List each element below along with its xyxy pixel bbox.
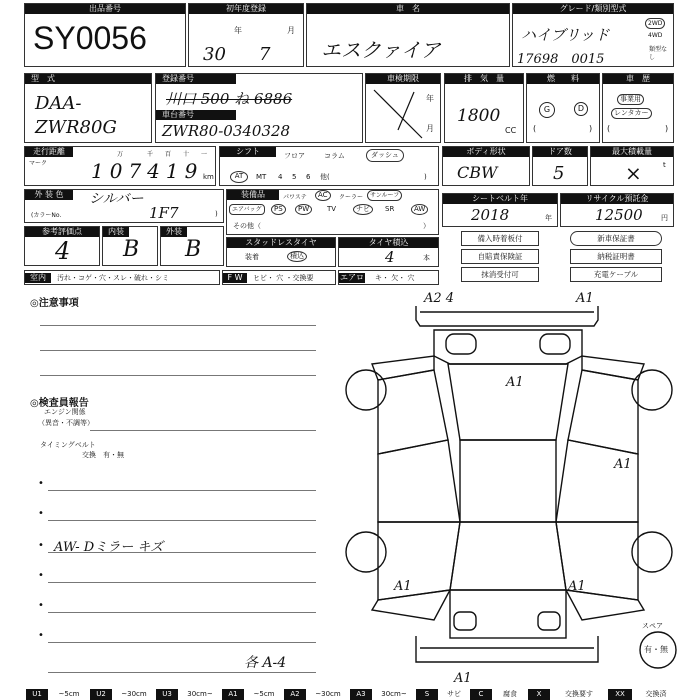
room-label: 室内 xyxy=(25,273,51,283)
doc-charge-cable: 充電ケーブル xyxy=(570,267,662,282)
usage-paren-r: ) xyxy=(665,124,669,133)
notes-line xyxy=(40,325,316,326)
shift-box xyxy=(219,146,439,186)
legend-value: 腐食 xyxy=(503,690,517,698)
inspection-month-label: 月 xyxy=(426,124,434,133)
legend-key: A3 xyxy=(350,689,372,700)
first-reg-month-label: 月 xyxy=(287,26,295,35)
doc-new-warranty: 新車保証書 xyxy=(570,231,662,246)
legend-key: U2 xyxy=(90,689,112,700)
mileage-unit-ichi: 一 xyxy=(201,151,208,158)
damage-mark: A1 xyxy=(568,579,586,594)
equip-other-close: ） xyxy=(423,222,430,230)
tire-unit: 本 xyxy=(423,254,430,262)
capacity-label: 最大積載量 xyxy=(591,147,673,157)
studless-loaded: 積込 xyxy=(287,251,307,262)
shift-5: 5 xyxy=(292,173,297,181)
car-name-value: エスクァイア xyxy=(321,38,441,62)
color-label: 外 装 色 xyxy=(25,190,73,200)
inspector-sign: 各 A-4 xyxy=(244,655,287,671)
doors-label: ドア数 xyxy=(533,147,587,157)
mileage-mark-label: マーク xyxy=(29,160,48,167)
reg-value: 川口 500 ね 6886 xyxy=(166,90,293,108)
fuel-paren-r: ) xyxy=(589,124,593,133)
damage-mark: A1 xyxy=(506,375,524,390)
spare-value: 有・無 xyxy=(644,645,668,654)
notes-line xyxy=(40,375,316,376)
shift-mt: MT xyxy=(256,173,267,181)
first-reg-box xyxy=(188,3,304,67)
report-line xyxy=(48,672,316,673)
mileage-unit: km xyxy=(203,173,214,181)
lot-box xyxy=(24,3,186,67)
timing-exchange: 交換 有・無 xyxy=(82,451,124,459)
score-value: 4 xyxy=(55,237,71,265)
equipment-label: 装備品 xyxy=(227,190,279,200)
chassis-value: ZWR80-0340328 xyxy=(162,122,291,140)
car-diagram xyxy=(330,290,690,688)
first-reg-month: 7 xyxy=(259,44,271,65)
displacement-box xyxy=(444,73,524,143)
inspector-comment: AW- Dミラー キズ xyxy=(54,540,164,555)
equip-sunroof: サンルーフ xyxy=(367,190,402,201)
mileage-label: 走行距離 xyxy=(25,147,73,157)
grade-box xyxy=(512,3,674,67)
equip-cooler: クーラー xyxy=(339,194,364,201)
legend-value: 30cm~ xyxy=(381,690,407,698)
aero-label: エアロ xyxy=(340,273,364,282)
capacity-unit: t xyxy=(663,161,666,169)
score-box xyxy=(24,226,100,266)
tire-label: タイヤ積込 xyxy=(339,238,438,248)
recycle-label: リサイクル預託金 xyxy=(561,194,673,204)
mileage-unit-sen: 千 xyxy=(147,151,154,158)
mileage-box xyxy=(24,146,216,186)
body-label: ボディ形状 xyxy=(443,147,529,157)
damage-mark: A1 xyxy=(454,671,472,686)
timing-label: タイミングベルト xyxy=(40,441,96,449)
legend-value: ~30cm xyxy=(315,690,341,698)
studless-box xyxy=(226,237,336,267)
report-line xyxy=(48,642,316,643)
grade-type-no: 17698 0015 xyxy=(517,52,605,67)
aero-box xyxy=(338,270,439,285)
report-line xyxy=(48,520,316,521)
bullet: • xyxy=(38,540,44,551)
damage-mark: A1 xyxy=(576,291,594,306)
interior-value: B xyxy=(123,237,140,262)
legend-value: サビ xyxy=(447,690,461,698)
lot-number: SY0056 xyxy=(33,20,147,56)
seatbelt-value: 2018 xyxy=(471,206,510,224)
room-values: 汚れ・コゲ・穴・スレ・破れ・シミ xyxy=(57,274,169,282)
aero-values: キ・ 欠・ 穴 xyxy=(375,274,415,282)
shift-6: 6 xyxy=(306,173,311,181)
report-line xyxy=(48,490,316,491)
drive-4wd: 4WD xyxy=(648,32,663,39)
notes-label: ◎注意事項 xyxy=(30,298,79,309)
usage-box xyxy=(602,73,674,143)
legend-key: U1 xyxy=(26,689,48,700)
equip-ps: PS xyxy=(271,204,286,215)
doors-box xyxy=(532,146,588,186)
report-line xyxy=(48,582,316,583)
notes-line xyxy=(40,350,316,351)
equip-powersteer: パワステ xyxy=(283,194,307,201)
legend-key: A1 xyxy=(222,689,244,700)
doc-tax: 納税証明書 xyxy=(570,249,662,264)
usage-rental: レンタカー xyxy=(611,108,652,119)
engine-label: エンジン関係 xyxy=(44,408,86,416)
legend-value: 交換要す xyxy=(565,690,593,698)
usage-paren-l: ( xyxy=(607,124,611,133)
legend-key: X xyxy=(528,689,550,700)
shift-4: 4 xyxy=(278,173,283,181)
engine-line xyxy=(90,430,316,431)
bullet: • xyxy=(38,478,44,489)
shift-label: シフト xyxy=(220,147,276,157)
report-line xyxy=(48,552,316,553)
seatbelt-box xyxy=(442,193,558,227)
tire-box xyxy=(338,237,439,267)
legend-key: XX xyxy=(608,689,632,700)
equip-tv: TV xyxy=(327,205,337,213)
fuel-paren-l: ( xyxy=(533,124,537,133)
tire-value: 4 xyxy=(385,248,395,266)
room-box xyxy=(24,270,220,285)
shift-floor: フロア xyxy=(284,152,305,160)
equip-other-label: その他（ xyxy=(233,222,261,230)
bullet: • xyxy=(38,600,44,611)
bullet: • xyxy=(38,508,44,519)
legend-key: S xyxy=(416,689,438,700)
first-reg-year-label: 年 xyxy=(234,26,242,35)
shift-dash: ダッシュ xyxy=(366,149,404,162)
recycle-unit: 円 xyxy=(661,214,668,222)
bullet: • xyxy=(38,630,44,641)
model-value: DAA-ZWR80G xyxy=(35,93,117,138)
first-reg-label: 初年度登録 xyxy=(189,4,303,14)
body-value: CBW xyxy=(457,163,498,182)
color-close: ) xyxy=(215,210,218,218)
exterior-value: B xyxy=(185,237,202,262)
color-code: 1F7 xyxy=(149,204,179,222)
bullet: • xyxy=(38,570,44,581)
doors-value: 5 xyxy=(553,163,565,184)
first-reg-year: 30 xyxy=(203,44,226,65)
body-box xyxy=(442,146,530,186)
grade-value: ハイブリッド xyxy=(521,26,610,44)
model-label: 型 式 xyxy=(25,74,151,84)
color-code-label: (カラーNo. xyxy=(31,212,62,219)
legend-key: A2 xyxy=(284,689,306,700)
capacity-box xyxy=(590,146,674,186)
shift-column: コラム xyxy=(324,152,345,160)
interior-box xyxy=(102,226,158,266)
studless-label: スタッドレスタイヤ xyxy=(227,238,335,248)
reg-box xyxy=(155,73,363,143)
grade-label: グレード/類別型式 xyxy=(513,4,673,14)
displacement-value: 1800 xyxy=(457,106,501,126)
exterior-box xyxy=(160,226,224,266)
shift-at: AT xyxy=(230,171,248,183)
seatbelt-label: シートベルト年 xyxy=(443,194,557,204)
doc-cali: 自賠責保険証 xyxy=(461,249,539,264)
legend-value: 30cm~ xyxy=(187,690,213,698)
interior-label: 内装 xyxy=(103,227,129,237)
spare-label: スペア xyxy=(642,622,663,630)
color-box xyxy=(24,189,224,223)
seatbelt-unit: 年 xyxy=(545,214,552,222)
exterior-label: 外装 xyxy=(161,227,187,237)
usage-label: 車 歴 xyxy=(603,74,673,84)
mileage-unit-man: 万 xyxy=(117,151,124,158)
equip-sr: SR xyxy=(385,205,395,213)
reg-label: 登録番号 xyxy=(156,74,236,84)
model-box xyxy=(24,73,152,143)
fuel-box xyxy=(526,73,600,143)
report-line xyxy=(48,612,316,613)
score-label: 参考評価点 xyxy=(25,227,99,237)
legend-key: U3 xyxy=(156,689,178,700)
legend-key: C xyxy=(470,689,492,700)
shift-close: ) xyxy=(424,173,427,181)
legend-value: ~5cm xyxy=(253,690,275,698)
equipment-box xyxy=(226,189,439,235)
fuel-d: D xyxy=(574,102,588,116)
capacity-value: × xyxy=(625,161,642,185)
mileage-value: 107419 xyxy=(91,159,204,183)
drive-2wd: 2WD xyxy=(645,18,665,29)
chassis-label: 車台番号 xyxy=(156,110,236,120)
fuel-g: G xyxy=(539,102,555,118)
inspection-strike xyxy=(370,86,426,142)
damage-mark: A2 4 xyxy=(424,291,455,306)
car-name-label: 車 名 xyxy=(307,4,509,14)
damage-mark: A1 xyxy=(394,579,412,594)
mileage-unit-hyaku: 百 xyxy=(165,151,172,158)
damage-mark: A1 xyxy=(614,457,632,472)
lot-label: 出品番号 xyxy=(25,4,185,14)
legend-value: ~5cm xyxy=(58,690,80,698)
studless-mounted: 装着 xyxy=(245,253,259,261)
fuel-label: 燃 料 xyxy=(527,74,599,84)
fw-label: F W xyxy=(223,273,247,283)
equip-aw: AW xyxy=(411,204,428,215)
fw-values: ヒビ・ 穴 ・交換要 xyxy=(253,274,314,282)
equip-pw: PW xyxy=(295,204,312,215)
kind-label: 類型なし xyxy=(649,46,668,61)
usage-business: 事業用 xyxy=(617,94,644,105)
mileage-unit-ju: 十 xyxy=(183,151,190,158)
inspection-label: 車検期限 xyxy=(366,74,440,84)
displacement-unit: CC xyxy=(505,126,517,135)
equip-navi: ナビ xyxy=(353,204,373,215)
engine-sub: （異音・不調等） xyxy=(38,419,94,427)
displacement-label: 排 気 量 xyxy=(445,74,523,84)
doc-cancel: 抹消受付可 xyxy=(461,267,539,282)
car-name-box xyxy=(306,3,510,67)
inspection-year-label: 年 xyxy=(426,94,434,103)
doc-maintenance: 備入時着板付 xyxy=(461,231,539,246)
inspection-box xyxy=(365,73,441,143)
shift-other: 他( xyxy=(320,173,330,181)
inspector-label: ◎検査員報告 xyxy=(30,398,89,409)
legend-value: ~30cm xyxy=(121,690,147,698)
equip-airbag: エアバッグ xyxy=(229,204,265,215)
fw-box xyxy=(222,270,336,285)
legend-value: 交換済 xyxy=(645,690,667,698)
recycle-box xyxy=(560,193,674,227)
recycle-value: 12500 xyxy=(595,206,643,224)
equip-ac: AC xyxy=(315,190,331,201)
color-value: シルバー xyxy=(89,191,144,207)
